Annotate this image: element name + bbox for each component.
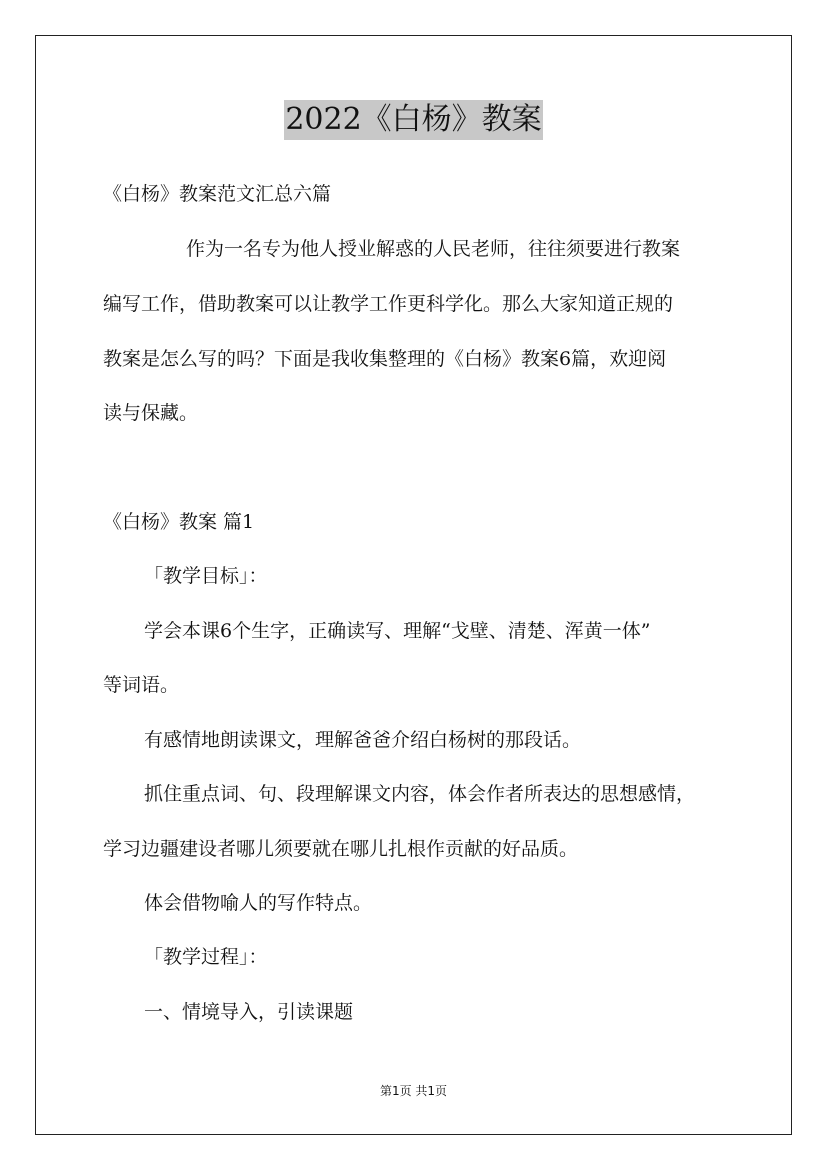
goal-line-1: 学会本课6个生字，正确读写、理解“戈壁、清楚、浑黄一体”: [144, 620, 651, 642]
process-label: 「教学过程」：: [144, 946, 268, 968]
goals-label: 「教学目标」：: [144, 565, 268, 587]
goal-line-4: 抓住重点词、句、段理解课文内容，体会作者所表达的思想感情，: [144, 783, 696, 805]
page-footer: 第1页 共1页: [379, 1084, 448, 1098]
goal-line-2: 等词语。: [103, 674, 180, 696]
intro-line-4: 读与保藏。: [103, 402, 199, 424]
document-title: 2022《白杨》教案: [284, 100, 542, 140]
document-title-wrap: [0, 100, 827, 140]
intro-line-1: 作为一名专为他人授业解惑的人民老师，往往须要进行教案: [186, 238, 681, 260]
section-heading: 《白杨》教案 篇1: [103, 511, 255, 533]
goal-line-6: 体会借物喻人的写作特点。: [144, 892, 373, 914]
goal-line-3: 有感情地朗读课文，理解爸爸介绍白杨树的那段话。: [144, 729, 582, 751]
goal-line-5: 学习边疆建设者哪儿须要就在哪儿扎根作贡献的好品质。: [103, 838, 579, 860]
process-step-1: 一、情境导入，引读课题: [144, 1001, 354, 1023]
intro-line-2: 编写工作，借助教案可以让教学工作更科学化。那么大家知道正规的: [103, 293, 674, 315]
intro-line-3: 教案是怎么写的吗？下面是我收集整理的《白杨》教案6篇，欢迎阅: [103, 348, 667, 370]
document-subtitle: 《白杨》教案范文汇总六篇: [103, 183, 332, 205]
